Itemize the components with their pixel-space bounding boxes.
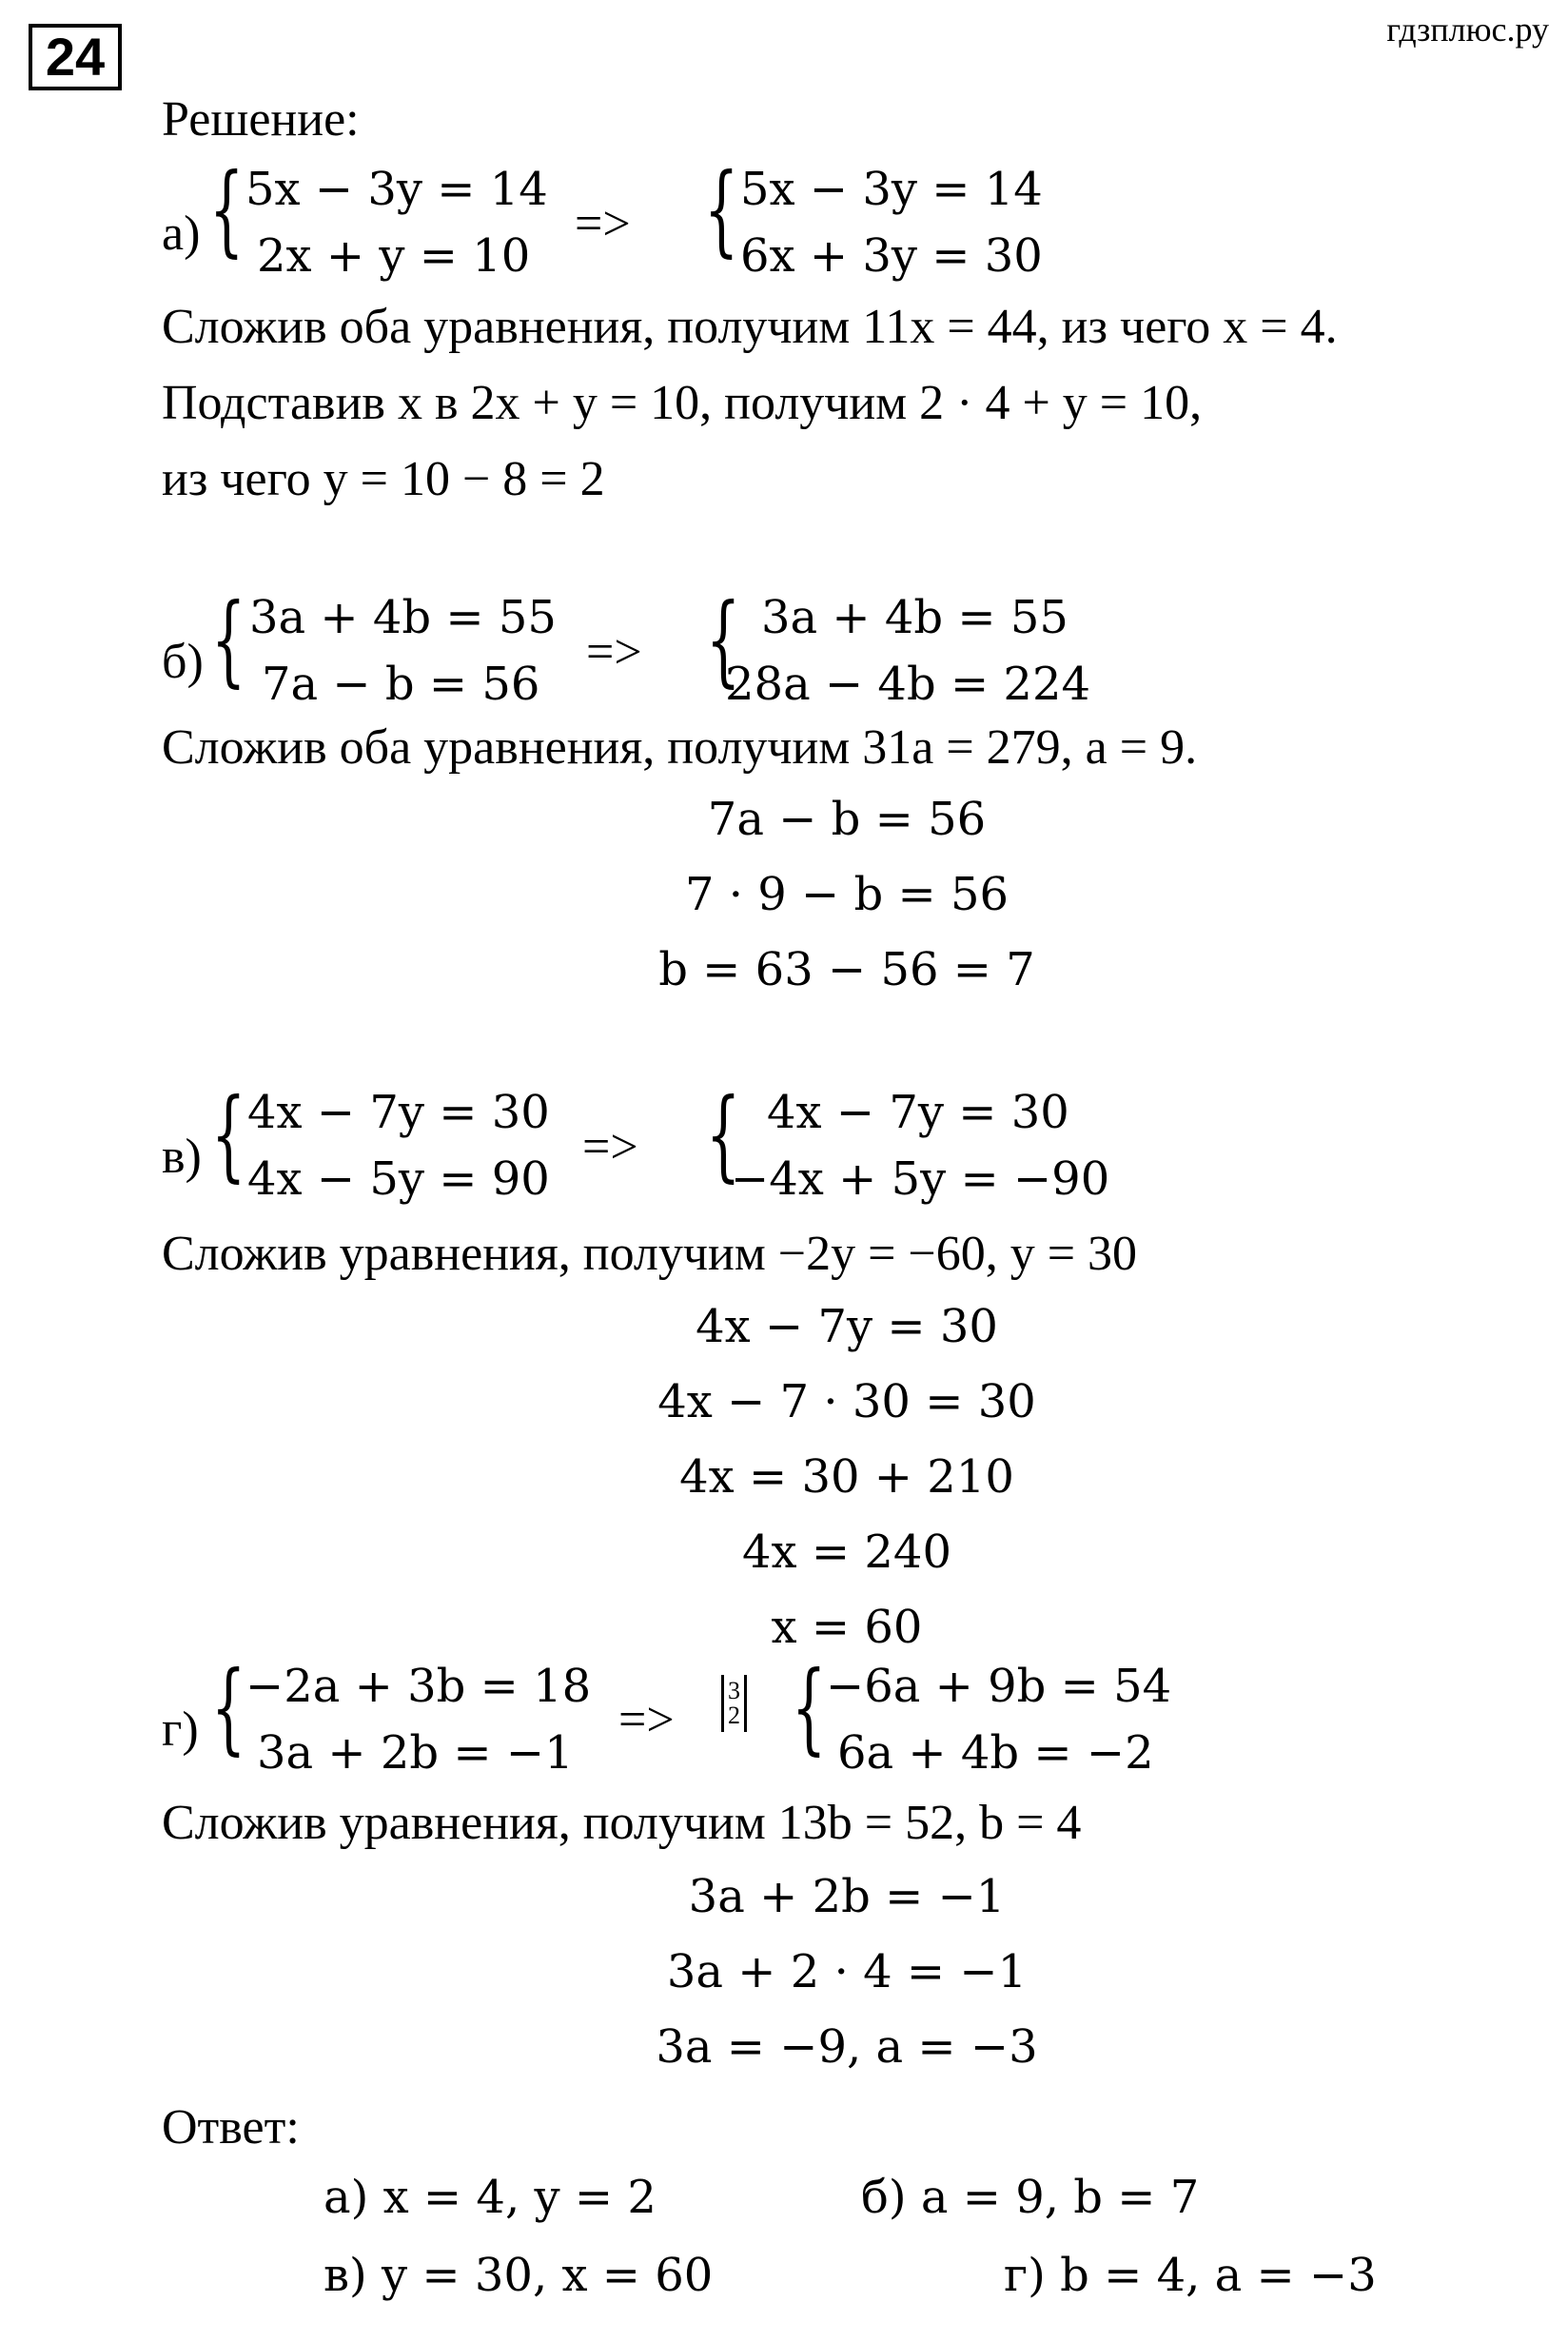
- part-v-step-2: 4x − 7 · 30 = 30: [657, 1375, 1036, 1428]
- part-v-step-1: 4x − 7y = 30: [696, 1300, 998, 1353]
- part-b-sys2-eq2: 28a − 4b = 224: [725, 658, 1091, 711]
- part-a-sys1-eq2: 2x + y = 10: [257, 229, 531, 283]
- problem-number: 24: [29, 24, 122, 90]
- part-g-arrow: =>: [618, 1693, 675, 1747]
- part-b-step-2: 7 · 9 − b = 56: [684, 868, 1009, 921]
- part-b-line1: Сложив оба уравнения, получим 31a = 279, a = 9.: [162, 720, 1198, 775]
- part-g-step-1: 3a + 2b = −1: [688, 1870, 1006, 1923]
- multiplier-top: 3: [728, 1677, 740, 1704]
- part-v-sys2-eq1: 4x − 7y = 30: [767, 1086, 1069, 1139]
- part-a-sys1-eq1: 5x − 3y = 14: [245, 163, 548, 216]
- multiplier-bottom: 2: [728, 1702, 740, 1729]
- part-v-sys1-eq1: 4x − 7y = 30: [247, 1086, 550, 1139]
- part-v-step-3: 4x = 30 + 210: [679, 1450, 1014, 1504]
- part-a-label: а): [162, 207, 201, 261]
- part-v-sys1-eq2: 4x − 5y = 90: [247, 1152, 550, 1206]
- part-v-brace-2: {: [706, 1076, 741, 1192]
- part-v-step-4: 4x = 240: [742, 1525, 951, 1579]
- part-v-label: в): [162, 1130, 202, 1184]
- part-v-brace-1: {: [211, 1076, 246, 1192]
- part-b-label: б): [162, 635, 204, 689]
- part-b-sys1-eq1: 3a + 4b = 55: [249, 591, 557, 644]
- abs-bar-right: [744, 1675, 747, 1732]
- part-b-sys2-eq1: 3a + 4b = 55: [761, 591, 1068, 644]
- part-g-brace-2: {: [792, 1649, 827, 1765]
- part-a-sys2-eq1: 5x − 3y = 14: [740, 163, 1043, 216]
- part-g-sys2-eq1: −6a + 9b = 54: [826, 1660, 1172, 1713]
- part-v-sys2-eq2: −4x + 5y = −90: [731, 1152, 1110, 1206]
- part-b-step-1: 7a − b = 56: [707, 793, 987, 846]
- part-g-brace-1: {: [211, 1649, 246, 1765]
- part-a-brace-1: {: [209, 151, 245, 267]
- part-a-line2: Подставив x в 2x + y = 10, получим 2 · 4 + y = 10,: [162, 376, 1203, 430]
- solution-title: Решение:: [162, 92, 360, 147]
- answer-b: б) a = 9, b = 7: [861, 2171, 1200, 2224]
- part-a-line3: из чего y = 10 − 8 = 2: [162, 452, 605, 506]
- part-g-sys1-eq1: −2a + 3b = 18: [245, 1660, 592, 1713]
- part-g-step-2: 3a + 2 · 4 = −1: [666, 1945, 1028, 1998]
- part-b-step-3: b = 63 − 56 = 7: [658, 943, 1035, 996]
- part-g-multipliers: [721, 1675, 747, 1732]
- part-a-line1: Сложив оба уравнения, получим 11x = 44, из чего x = 4.: [162, 300, 1338, 354]
- part-g-sys1-eq2: 3a + 2b = −1: [257, 1726, 574, 1780]
- part-g-label: г): [162, 1702, 199, 1757]
- part-b-brace-1: {: [211, 581, 246, 698]
- answer-a: а) x = 4, y = 2: [323, 2171, 657, 2224]
- part-v-arrow: =>: [582, 1120, 638, 1174]
- part-a-brace-2: {: [704, 151, 739, 267]
- part-b-arrow: =>: [586, 625, 642, 679]
- part-g-sys2-eq2: 6a + 4b = −2: [837, 1726, 1154, 1780]
- part-b-brace-2: {: [706, 581, 741, 698]
- part-v-step-5: x = 60: [771, 1601, 923, 1654]
- abs-bar-left: [721, 1675, 724, 1732]
- part-a-arrow: =>: [575, 197, 631, 251]
- part-g-step-3: 3a = −9, a = −3: [656, 2020, 1038, 2074]
- part-g-line1: Сложив уравнения, получим 13b = 52, b = 4: [162, 1796, 1082, 1850]
- answer-g: г) b = 4, a = −3: [1004, 2249, 1377, 2302]
- part-a-sys2-eq2: 6x + 3y = 30: [740, 229, 1043, 283]
- part-b-sys1-eq2: 7a − b = 56: [262, 658, 540, 711]
- answer-v: в) y = 30, x = 60: [323, 2249, 714, 2302]
- answer-title: Ответ:: [162, 2100, 300, 2155]
- multiplier-fraction: [728, 1679, 740, 1728]
- part-v-line1: Сложив уравнения, получим −2y = −60, y = 30: [162, 1227, 1138, 1281]
- site-watermark: гдзплюс.ру: [1386, 10, 1549, 49]
